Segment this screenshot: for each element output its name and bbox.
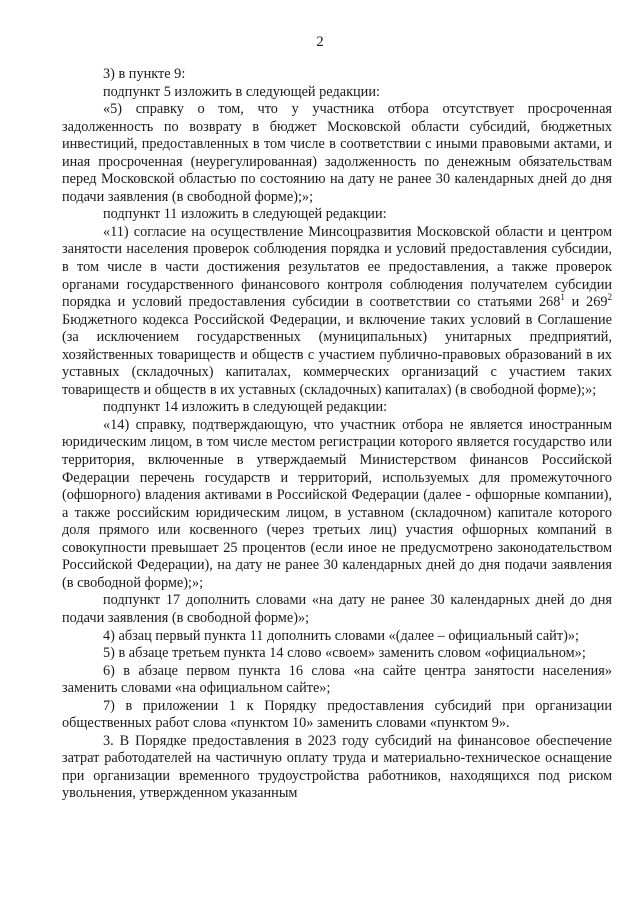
paragraph: 5) в абзаце третьем пункта 14 слово «своем» заменить словом «официальном»; — [103, 645, 586, 662]
paragraph-text: Бюджетного кодекса Российской Федерации, и включение таких условий в Соглашение (за исключением государственных (муниципальных) унитарных предприятий, хозяйственных товариществ и обществ с участием публично-правовых образований в их уставных (складочных) капиталах, коммерческих организаций с участием таких товариществ и обществ в их уставных (складочных) капиталах) (в свободной форме);»; — [62, 311, 612, 398]
paragraph: подпункт 14 изложить в следующей редакции: — [103, 399, 388, 416]
paragraph: 4) абзац первый пункта 11 дополнить словами «(далее – официальный сайт)»; — [103, 627, 579, 644]
paragraph-text: «11) согласие на осуществление Минсоцразвития Московской области и центром занятости населения проверок соблюдения порядка и условий предоставления субсидии, в том числе в части достижения результатов ее предоставления, а также проверок органами государственного финансового контроля соблюдения получателем субсидии порядка и условий предоставления субсидии в соответствии со статьями 268 — [62, 223, 612, 311]
paragraph: подпункт 17 дополнить словами «на дату не ранее 30 календарных дней до дня подачи заявления (в свободной форме)»; — [62, 592, 612, 626]
paragraph: подпункт 11 изложить в следующей редакции: — [103, 206, 387, 223]
paragraph: «14) справку, подтверждающую, что участник отбора не является иностранным юридическим лицом, в том числе местом регистрации которого является государство или территория, включенные в утверждаемый Министерством финансов Российской Федерации перечень государств и территорий, используемых для промежуточного (офшорного) владения активами в Российской Федерации (далее - офшорные компании), а также российским юридическим лицом, в уставном (складочном) капитале которого доля прямого или косвенного (через третьих лиц) участия офшорных компаний в совокупности превышает 25 процентов (если иное не предусмотрено законодательством Российской Федерации), на дату не ранее 30 календарных дней до дня подачи заявления (в свободной форме);»; — [62, 416, 612, 591]
paragraph: 3. В Порядке предоставления в 2023 году субсидий на финансовое обеспечение затрат работодателей на частичную оплату труда и материально-техническое оснащение при организации временного трудоустройства работников, находящихся под риском увольнения, утвержденном указанным — [62, 732, 612, 802]
paragraph: «5) справку о том, что у участника отбора отсутствует просроченная задолженность по возврату в бюджет Московской области субсидий, бюджетных инвестиций, предоставленных в том числе в соответствии с иными правовыми актами, и иная просроченная (неурегулированная) задолженность по денежным обязательствам перед Московской областью по состоянию на дату не ранее 30 календарных дней до дня подачи заявления (в свободной форме);»; — [62, 101, 612, 205]
paragraph: 3) в пункте 9: — [103, 66, 186, 82]
superscript: 1 — [560, 292, 565, 303]
page-number: 2 — [316, 34, 324, 50]
document-body — [62, 66, 612, 803]
paragraph-text: и 269 — [564, 294, 608, 311]
paragraph: 7) в приложении 1 к Порядку предоставления субсидий при организации общественных работ слова «пунктом 10» заменить словами «пунктом 9». — [62, 697, 612, 732]
superscript: 2 — [607, 292, 612, 303]
paragraph-with-superscripts — [62, 224, 612, 399]
paragraph: 6) в абзаце первом пункта 16 слова «на сайте центра занятости населения» заменить словами «на официальном сайте»; — [62, 662, 612, 697]
paragraph: подпункт 5 изложить в следующей редакции: — [103, 83, 380, 100]
